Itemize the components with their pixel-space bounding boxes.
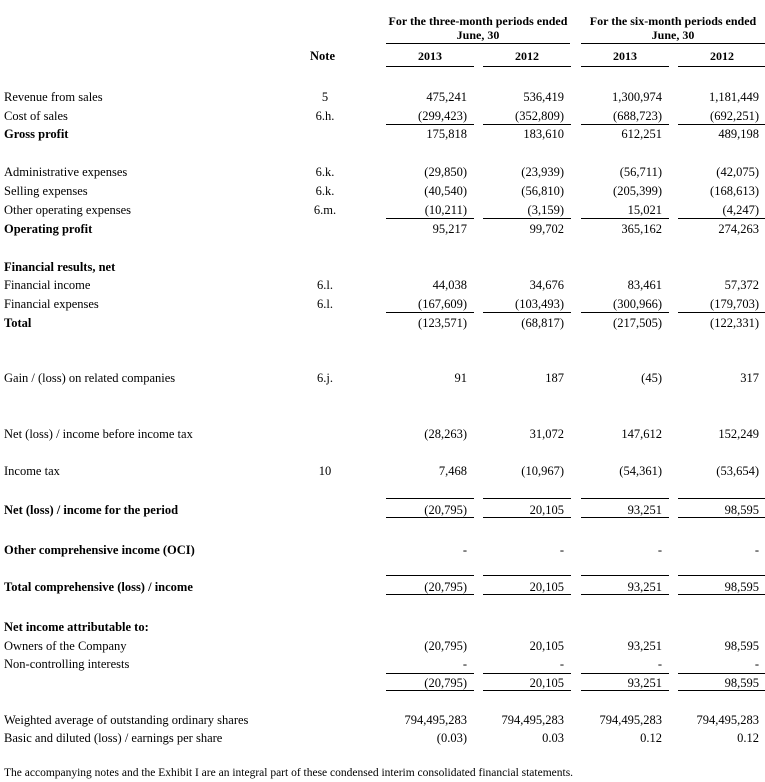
year-header-4: 2012: [710, 49, 734, 63]
cell-nci-h2012: -: [754, 657, 759, 671]
subtotal-rule: [386, 673, 474, 674]
cell-tax-h2013: (54,361): [619, 464, 662, 478]
total-rule: [581, 517, 669, 518]
row-label-related-companies: Gain / (loss) on related companies: [4, 371, 176, 385]
subtotal-rule: [386, 218, 474, 219]
cell-pretax-h2012: 152,249: [718, 427, 759, 441]
section-financial-results: Financial results, net: [4, 260, 116, 274]
subtotal-rule: [581, 575, 669, 576]
cell-attrib-total-q2013: (20,795): [424, 676, 467, 690]
total-rule: [678, 517, 765, 518]
row-note-income-tax: 10: [318, 464, 332, 478]
note-column-header: Note: [310, 49, 335, 63]
cell-selling-h2013: (205,399): [613, 184, 662, 198]
cell-admin-q2012: (23,939): [521, 165, 564, 179]
cell-selling-q2012: (56,810): [521, 184, 564, 198]
subtotal-rule: [483, 575, 571, 576]
cell-otherop-q2012: (3,159): [527, 203, 564, 217]
cell-otherop-q2013: (10,211): [424, 203, 467, 217]
cell-oci-h2012: -: [754, 543, 759, 557]
cell-gross-h2013: 612,251: [621, 127, 662, 141]
year-header-2: 2012: [515, 49, 539, 63]
cell-owners-q2012: 20,105: [529, 639, 564, 653]
cell-attrib-total-q2012: 20,105: [529, 676, 564, 690]
row-label-total-comprehensive: Total comprehensive (loss) / income: [4, 580, 193, 594]
cell-owners-q2013: (20,795): [424, 639, 467, 653]
subtotal-rule: [581, 498, 669, 499]
six-month-header-line1: For the six-month periods ended: [589, 14, 757, 28]
cell-nci-q2013: -: [462, 657, 467, 671]
cell-pretax-q2012: 31,072: [529, 427, 564, 441]
row-note-other-operating: 6.m.: [313, 203, 337, 217]
subtotal-rule: [581, 673, 669, 674]
cell-related-h2013: (45): [641, 371, 662, 385]
total-rule: [386, 594, 474, 595]
cell-opprofit-h2013: 365,162: [621, 222, 662, 236]
cell-total-q2013: (123,571): [418, 316, 467, 330]
cell-cost-h2013: (688,723): [613, 109, 662, 123]
subtotal-rule: [581, 312, 669, 313]
total-rule: [386, 690, 474, 691]
cell-total-q2012: (68,817): [521, 316, 564, 330]
row-label-revenue: Revenue from sales: [4, 90, 103, 104]
cell-gross-q2013: 175,818: [426, 127, 467, 141]
row-label-cost-of-sales: Cost of sales: [4, 109, 68, 123]
subtotal-rule: [678, 312, 765, 313]
subtotal-rule: [483, 498, 571, 499]
three-month-header-rule: [386, 43, 570, 44]
cell-related-q2013: 91: [454, 371, 467, 385]
cell-tax-h2012: (53,654): [716, 464, 759, 478]
row-label-total: Total: [4, 316, 32, 330]
total-rule: [581, 594, 669, 595]
footer-note: The accompanying notes and the Exhibit I are an integral part of these condensed interim consolidated financial statements.: [4, 767, 574, 779]
total-rule: [678, 690, 765, 691]
total-rule: [386, 517, 474, 518]
cell-admin-h2013: (56,711): [619, 165, 662, 179]
subtotal-rule: [581, 218, 669, 219]
cell-owners-h2012: 98,595: [724, 639, 759, 653]
section-attributable: Net income attributable to:: [4, 620, 149, 634]
row-label-operating-profit: Operating profit: [4, 222, 93, 236]
cell-related-q2012: 187: [545, 371, 564, 385]
cell-shares-h2013: 794,495,283: [599, 713, 662, 727]
year-rule-4: [678, 66, 765, 67]
cell-shares-q2012: 794,495,283: [501, 713, 564, 727]
three-month-header-line2: June, 30: [456, 28, 500, 42]
cell-pretax-h2013: 147,612: [621, 427, 662, 441]
cell-revenue-h2013: 1,300,974: [612, 90, 662, 104]
cell-attrib-total-h2013: 93,251: [627, 676, 662, 690]
cell-finincome-q2012: 34,676: [529, 278, 564, 292]
row-note-cost-of-sales: 6.h.: [315, 109, 335, 123]
subtotal-rule: [386, 498, 474, 499]
cell-net-h2013: 93,251: [627, 503, 662, 517]
total-rule: [483, 594, 571, 595]
cell-finexp-h2012: (179,703): [710, 297, 759, 311]
row-note-administrative: 6.k.: [315, 165, 335, 179]
subtotal-rule: [678, 673, 765, 674]
six-month-header: [581, 14, 765, 42]
cell-oci-q2013: -: [462, 543, 467, 557]
row-label-owners: Owners of the Company: [4, 639, 127, 653]
cell-cost-h2012: (692,251): [710, 109, 759, 123]
row-note-related-companies: 6.j.: [317, 371, 333, 385]
cell-totalcomp-q2012: 20,105: [529, 580, 564, 594]
subtotal-rule: [483, 312, 571, 313]
total-rule: [483, 517, 571, 518]
subtotal-rule: [581, 124, 669, 125]
cell-net-q2012: 20,105: [529, 503, 564, 517]
cell-finincome-q2013: 44,038: [432, 278, 467, 292]
three-month-header-line1: For the three-month periods ended: [388, 14, 568, 28]
cell-otherop-h2013: 15,021: [627, 203, 662, 217]
row-note-selling: 6.k.: [315, 184, 335, 198]
cell-oci-h2013: -: [657, 543, 662, 557]
cell-finexp-q2013: (167,609): [418, 297, 467, 311]
subtotal-rule: [483, 124, 571, 125]
subtotal-rule: [678, 124, 765, 125]
year-rule-1: [386, 66, 474, 67]
cell-pretax-q2013: (28,263): [424, 427, 467, 441]
cell-revenue-q2013: 475,241: [426, 90, 467, 104]
subtotal-rule: [386, 124, 474, 125]
cell-attrib-total-h2012: 98,595: [724, 676, 759, 690]
row-label-eps: Basic and diluted (loss) / earnings per share: [4, 731, 223, 745]
cell-totalcomp-q2013: (20,795): [424, 580, 467, 594]
total-rule: [678, 594, 765, 595]
subtotal-rule: [678, 498, 765, 499]
row-label-selling: Selling expenses: [4, 184, 88, 198]
row-label-gross-profit: Gross profit: [4, 127, 69, 141]
cell-nci-h2013: -: [657, 657, 662, 671]
cell-gross-h2012: 489,198: [718, 127, 759, 141]
subtotal-rule: [483, 218, 571, 219]
cell-admin-q2013: (29,850): [424, 165, 467, 179]
subtotal-rule: [678, 218, 765, 219]
row-label-net-income-period: Net (loss) / income for the period: [4, 503, 179, 517]
row-label-financial-income: Financial income: [4, 278, 91, 292]
row-label-oci: Other comprehensive income (OCI): [4, 543, 195, 557]
cell-net-h2012: 98,595: [724, 503, 759, 517]
cell-totalcomp-h2013: 93,251: [627, 580, 662, 594]
cell-totalcomp-h2012: 98,595: [724, 580, 759, 594]
cell-related-h2012: 317: [740, 371, 759, 385]
row-label-non-controlling: Non-controlling interests: [4, 657, 130, 671]
cell-finexp-q2012: (103,493): [515, 297, 564, 311]
three-month-header: [386, 14, 570, 42]
row-note-revenue: 5: [321, 90, 329, 104]
row-label-administrative: Administrative expenses: [4, 165, 128, 179]
row-note-financial-expenses: 6.l.: [317, 297, 333, 311]
cell-oci-q2012: -: [559, 543, 564, 557]
cell-eps-q2013: (0.03): [436, 731, 467, 745]
cell-net-q2013: (20,795): [424, 503, 467, 517]
cell-revenue-h2012: 1,181,449: [709, 90, 759, 104]
cell-owners-h2013: 93,251: [627, 639, 662, 653]
cell-total-h2012: (122,331): [710, 316, 759, 330]
row-label-weighted-shares: Weighted average of outstanding ordinary shares: [4, 713, 249, 727]
cell-total-h2013: (217,505): [613, 316, 662, 330]
subtotal-rule: [678, 575, 765, 576]
cell-finincome-h2013: 83,461: [627, 278, 662, 292]
total-rule: [483, 690, 571, 691]
year-rule-3: [581, 66, 669, 67]
cell-gross-q2012: 183,610: [523, 127, 564, 141]
year-header-3: 2013: [613, 49, 637, 63]
cell-shares-q2013: 794,495,283: [404, 713, 467, 727]
row-label-pretax-income: Net (loss) / income before income tax: [4, 427, 193, 441]
year-header-1: 2013: [418, 49, 442, 63]
total-rule: [581, 690, 669, 691]
cell-selling-q2013: (40,540): [424, 184, 467, 198]
cell-otherop-h2012: (4,247): [722, 203, 759, 217]
cell-shares-h2012: 794,495,283: [696, 713, 759, 727]
six-month-header-rule: [581, 43, 765, 44]
cell-tax-q2013: 7,468: [438, 464, 467, 478]
subtotal-rule: [483, 673, 571, 674]
cell-cost-q2013: (299,423): [418, 109, 467, 123]
row-note-financial-income: 6.l.: [317, 278, 333, 292]
cell-selling-h2012: (168,613): [710, 184, 759, 198]
subtotal-rule: [386, 312, 474, 313]
subtotal-rule: [386, 575, 474, 576]
cell-opprofit-q2012: 99,702: [529, 222, 564, 236]
cell-eps-h2012: 0.12: [737, 731, 759, 745]
cell-revenue-q2012: 536,419: [523, 90, 564, 104]
cell-finincome-h2012: 57,372: [724, 278, 759, 292]
row-label-other-operating: Other operating expenses: [4, 203, 132, 217]
cell-opprofit-h2012: 274,263: [718, 222, 759, 236]
cell-finexp-h2013: (300,966): [613, 297, 662, 311]
cell-eps-q2012: 0.03: [542, 731, 564, 745]
cell-admin-h2012: (42,075): [716, 165, 759, 179]
cell-cost-q2012: (352,809): [515, 109, 564, 123]
row-label-income-tax: Income tax: [4, 464, 60, 478]
row-label-financial-expenses: Financial expenses: [4, 297, 99, 311]
six-month-header-line2: June, 30: [651, 28, 695, 42]
cell-nci-q2012: -: [559, 657, 564, 671]
year-rule-2: [483, 66, 571, 67]
cell-opprofit-q2013: 95,217: [432, 222, 467, 236]
cell-tax-q2012: (10,967): [521, 464, 564, 478]
cell-eps-h2013: 0.12: [640, 731, 662, 745]
